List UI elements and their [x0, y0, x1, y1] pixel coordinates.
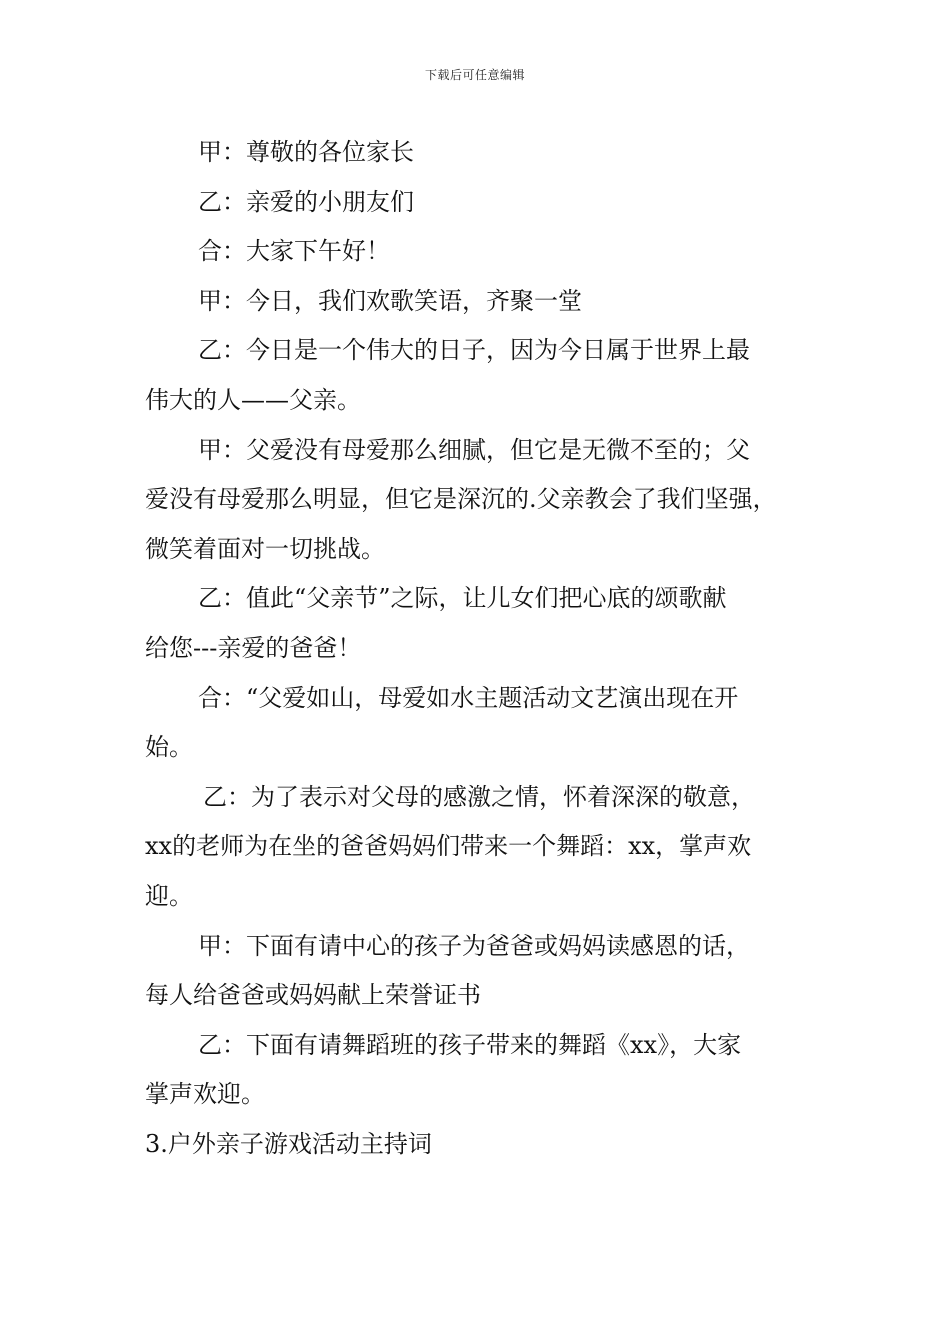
paragraph: [145, 922, 825, 1021]
text-line: 乙：亲爱的小朋友们: [198, 187, 414, 216]
paragraph: [145, 227, 825, 277]
text-line: 乙：今日是一个伟大的日子，因为今日属于世界上最: [198, 336, 750, 365]
paragraph: [145, 426, 825, 575]
paragraph: [145, 574, 825, 673]
text-line: 乙：值此“父亲节”之际，让儿女们把心底的颂歌献: [198, 584, 727, 613]
section-heading: [145, 1120, 825, 1170]
text-line: 伟大的人——父亲。: [145, 385, 361, 414]
text-line: 甲：尊敬的各位家长: [198, 138, 414, 166]
document-body: [145, 128, 825, 1169]
text-line: 迎。: [145, 881, 193, 910]
text-line: 3.户外亲子游戏活动主持词: [145, 1129, 432, 1158]
paragraph: [145, 128, 825, 178]
paragraph: [145, 773, 825, 922]
paragraph: [145, 326, 825, 425]
text-line: xx的老师为在坐的爸爸妈妈们带来一个舞蹈：xx，掌声欢: [145, 832, 752, 861]
text-line: 甲：今日，我们欢歌笑语，齐聚一堂: [198, 286, 582, 315]
text-line: 微笑着面对一切挑战。: [145, 534, 385, 563]
text-line: 乙：为了表示对父母的感激之情，怀着深深的敬意，: [203, 782, 755, 811]
text-line: 掌声欢迎。: [145, 1080, 265, 1109]
paragraph: [145, 1021, 825, 1120]
text-line: 爱没有母爱那么明显，但它是深沉的.父亲教会了我们坚强，: [145, 485, 777, 514]
text-line: 给您---亲爱的爸爸！: [145, 633, 362, 662]
paragraph: [145, 674, 825, 773]
text-line: 合：“父爱如山，母爱如水主题活动文艺演出现在开: [198, 683, 739, 712]
text-line: 乙：下面有请舞蹈班的孩子带来的舞蹈《xx》，大家: [198, 1030, 742, 1059]
paragraph: [145, 178, 825, 228]
text-line: 始。: [145, 733, 193, 762]
text-line: 甲：下面有请中心的孩子为爸爸或妈妈读感恩的话，: [198, 931, 750, 960]
paragraph: [145, 277, 825, 327]
page-header: 下载后可任意编辑: [424, 68, 525, 82]
text-line: 甲：父爱没有母爱那么细腻，但它是无微不至的；父: [198, 435, 750, 464]
text-line: 每人给爸爸或妈妈献上荣誉证书: [145, 981, 481, 1010]
text-line: 合：大家下午好！: [198, 237, 390, 266]
